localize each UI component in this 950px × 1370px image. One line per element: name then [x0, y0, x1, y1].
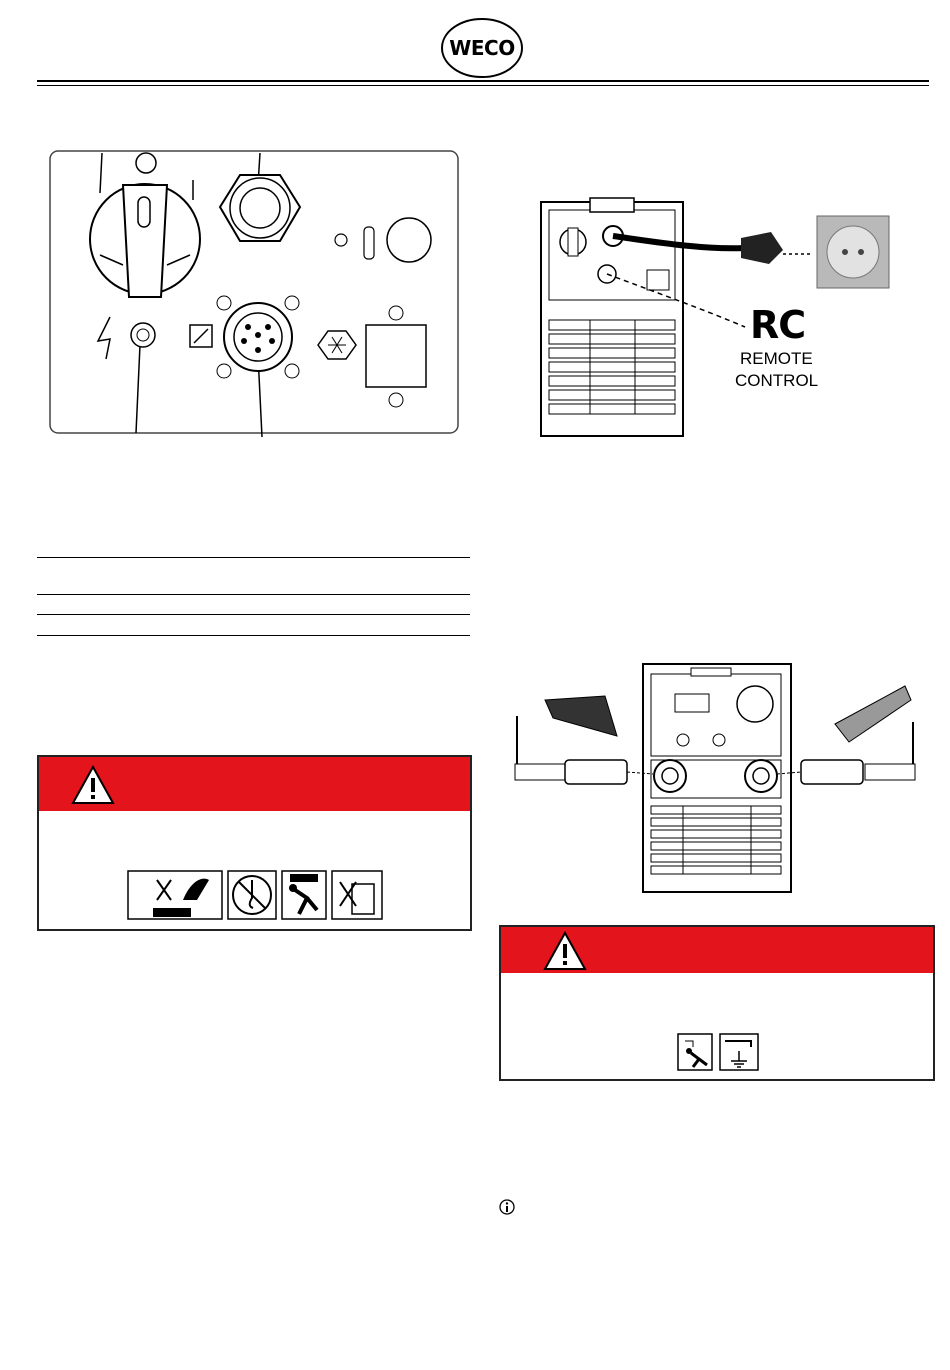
warning-triangle-icon: [543, 931, 587, 971]
table-rule: [37, 557, 470, 558]
safety-pictograms: [127, 870, 385, 922]
logo-text: WECO: [449, 36, 515, 60]
weco-logo: [440, 18, 524, 78]
warning-box-electric: [499, 925, 935, 1081]
rc-label: RC: [750, 303, 806, 347]
table-rule: [37, 635, 470, 636]
rc-caption-line2: CONTROL: [735, 371, 819, 390]
header-rule: [37, 80, 929, 82]
mains-connection-diagram: [535, 192, 895, 440]
table-rule: [37, 614, 470, 615]
warning-triangle-icon: [71, 765, 115, 805]
table-rule: [37, 594, 470, 595]
electric-pictograms: [677, 1033, 761, 1073]
welding-cable-diagram: [505, 660, 925, 896]
warning-box-lifting: [37, 755, 472, 931]
header-rule-thin: [37, 85, 929, 86]
rc-caption-line1: REMOTE: [740, 349, 813, 368]
rear-panel-diagram: [40, 145, 465, 440]
info-icon: [499, 1199, 515, 1215]
